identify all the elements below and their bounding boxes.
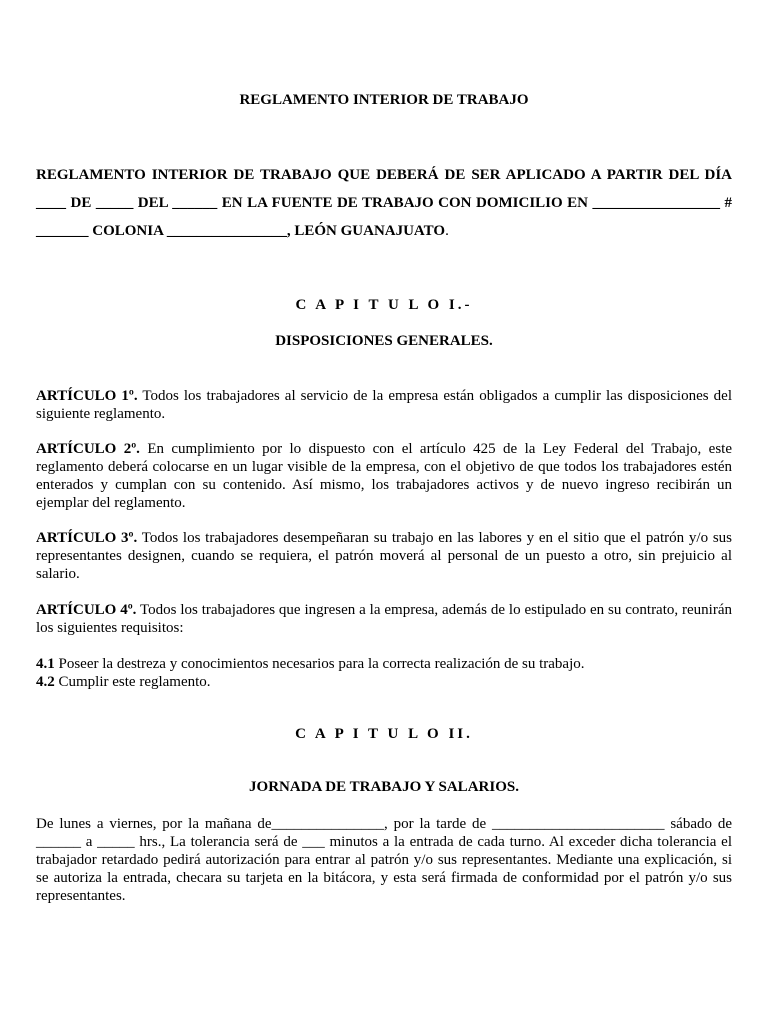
- article-3: [36, 529, 732, 583]
- requirement-text: Cumplir este reglamento.: [54, 674, 211, 690]
- chapter-2-subtitle: JORNADA DE TRABAJO Y SALARIOS.: [249, 779, 519, 795]
- article-3-label: ARTÍCULO 3º.: [36, 530, 138, 546]
- article-4-text: Todos los trabajadores que ingresen a la empresa, además de lo estipulado en su contrato, reunirán los siguientes requisitos:: [36, 602, 732, 636]
- intro-period: .: [445, 223, 449, 239]
- requirement-item: [36, 673, 732, 691]
- article-1-text: Todos los trabajadores al servicio de la empresa están obligados a cumplir las disposiciones del siguiente reglamento.: [36, 388, 732, 422]
- article-1: [36, 387, 732, 423]
- requirement-text: Poseer la destreza y conocimientos necesarios para la correcta realización de su trabajo.: [54, 656, 585, 672]
- chapter-1-subtitle: DISPOSICIONES GENERALES.: [275, 333, 493, 349]
- article-3-text: Todos los trabajadores desempeñaran su trabajo en las labores y en el sitio que el patrón y/o sus representantes designen, cuando se requiera, el patrón moverá al personal de un puesto a otro, sin prejuicio al salario.: [36, 530, 732, 582]
- article-2-label: ARTÍCULO 2º.: [36, 441, 140, 457]
- article-2: [36, 440, 732, 512]
- article-4-label: ARTÍCULO 4º.: [36, 602, 137, 618]
- article-4: [36, 601, 732, 637]
- chapter-2-heading: C A P I T U L O II.: [295, 726, 473, 742]
- chapter-1-heading: C A P I T U L O I.-: [295, 297, 473, 313]
- requirements-list: [36, 655, 732, 691]
- requirement-item: [36, 655, 732, 673]
- document-title: REGLAMENTO INTERIOR DE TRABAJO: [239, 92, 529, 108]
- requirement-number: 4.1: [36, 656, 55, 672]
- intro-text: REGLAMENTO INTERIOR DE TRABAJO QUE DEBERÁ DE SER APLICADO A PARTIR DEL DÍA ____ DE _____ DEL ______ EN LA FUENTE DE TRABAJO CON DOMICILIO EN _________________ # _______ COLONIA ________________, LEÓN GUANAJUATO: [36, 167, 732, 239]
- schedule-paragraph: De lunes a viernes, por la mañana de_______________, por la tarde de _______________________ sábado de ______ a _____ hrs., La tolerancia será de ___ minutos a la entrada de cada turno. Al exceder dicha tolerancia el trabajador retardado pedirá autorización para entrar al patrón y/o sus representantes. Mediante una explicación, si se autoriza la entrada, checara su tarjeta en la bitácora, y esta será firmada de conformidad por el patrón y/o sus representantes.: [36, 816, 732, 904]
- intro-paragraph: [36, 161, 732, 245]
- requirement-number: 4.2: [36, 674, 55, 690]
- article-2-text: En cumplimiento por lo dispuesto con el artículo 425 de la Ley Federal del Trabajo, este reglamento deberá colocarse en un lugar visible de la empresa, con el objetivo de que todos los trabajadores estén enterados y cumplan con su contenido. Así mismo, los trabajadores activos y de nuevo ingreso recibirán un ejemplar del reglamento.: [36, 441, 732, 511]
- article-1-label: ARTÍCULO 1º.: [36, 388, 138, 404]
